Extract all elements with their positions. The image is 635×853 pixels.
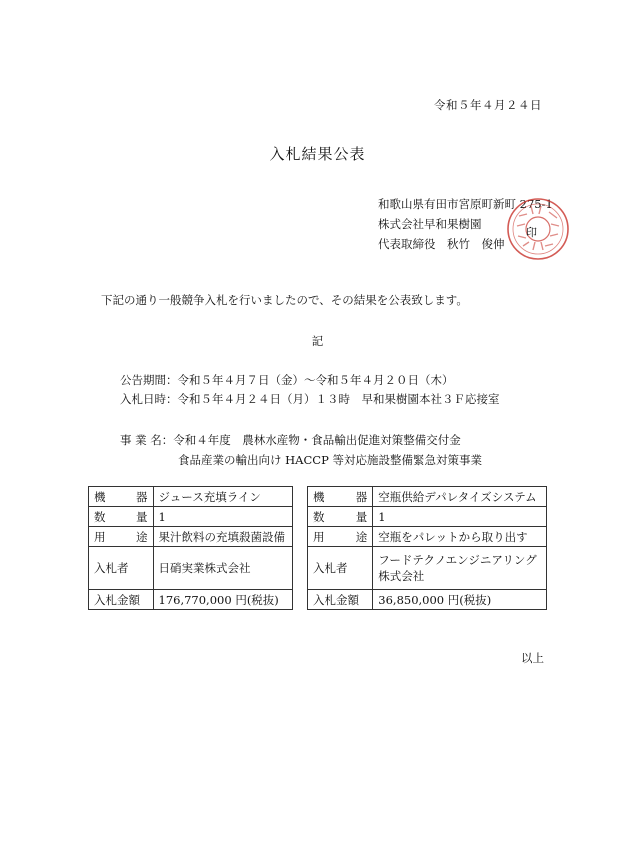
table-row bbox=[308, 507, 547, 527]
row-value: 空瓶をパレットから取り出す bbox=[373, 527, 547, 547]
row-value: ジュース充填ライン bbox=[153, 487, 293, 507]
row-value: 1 bbox=[373, 507, 547, 527]
project-name-line1: 事 業 名：令和４年度 農林水産物・食品輸出促進対策整備交付金 bbox=[120, 433, 461, 447]
table-row bbox=[308, 527, 547, 547]
row-value: 日硝実業株式会社 bbox=[153, 547, 293, 590]
intro-text: 下記の通り一般競争入札を行いましたので、その結果を公表致します。 bbox=[101, 293, 468, 307]
row-value: 1 bbox=[153, 507, 293, 527]
table-row bbox=[308, 590, 547, 610]
row-value: 空瓶供給デパレタイズシステム bbox=[373, 487, 547, 507]
row-key: 入札者 bbox=[308, 547, 373, 590]
table-row bbox=[89, 487, 293, 507]
row-key: 用 途 bbox=[308, 527, 373, 547]
row-value bbox=[373, 547, 547, 590]
row-key: 入札者 bbox=[89, 547, 154, 590]
row-value: 36,850,000 円(税抜) bbox=[373, 590, 547, 610]
row-key: 数 量 bbox=[89, 507, 154, 527]
document-title: 入札結果公表 bbox=[269, 145, 366, 163]
table-row bbox=[89, 547, 293, 590]
bid-result-table-left bbox=[88, 486, 293, 610]
bidder-name-line1: フードテクノエンジニアリング bbox=[378, 553, 537, 567]
row-key: 機 器 bbox=[89, 487, 154, 507]
announcement-period: 公告期間：令和５年４月７日（金）～令和５年４月２０日（木） bbox=[120, 373, 454, 387]
company-address: 和歌山県有田市宮原町新町 275-1 bbox=[378, 197, 553, 211]
document-date: 令和５年４月２４日 bbox=[434, 98, 542, 112]
table-row bbox=[308, 487, 547, 507]
bid-result-table-right bbox=[307, 486, 547, 610]
row-value: 果汁飲料の充填殺菌設備 bbox=[153, 527, 293, 547]
row-key: 数 量 bbox=[308, 507, 373, 527]
row-key: 機 器 bbox=[308, 487, 373, 507]
company-name: 株式会社早和果樹園 bbox=[378, 217, 482, 231]
row-key: 入札金額 bbox=[89, 590, 154, 610]
table-row bbox=[308, 547, 547, 590]
seal-char: 印 bbox=[526, 226, 537, 239]
company-seal-stamp bbox=[505, 196, 571, 262]
project-name-line2: 食品産業の輸出向け HACCP 等対応施設整備緊急対策事業 bbox=[178, 453, 482, 467]
row-key: 用 途 bbox=[89, 527, 154, 547]
table-row bbox=[89, 527, 293, 547]
ki-heading: 記 bbox=[311, 334, 324, 348]
bidder-name-line2: 株式会社 bbox=[378, 569, 425, 583]
row-value: 176,770,000 円(税抜) bbox=[153, 590, 293, 610]
closing-mark: 以上 bbox=[521, 651, 544, 665]
table-row bbox=[89, 507, 293, 527]
bid-datetime: 入札日時：令和５年４月２４日（月）１３時 早和果樹園本社３Ｆ応接室 bbox=[120, 392, 500, 406]
row-key: 入札金額 bbox=[308, 590, 373, 610]
table-row bbox=[89, 590, 293, 610]
company-representative: 代表取締役 秋竹 俊伸 bbox=[378, 237, 505, 251]
